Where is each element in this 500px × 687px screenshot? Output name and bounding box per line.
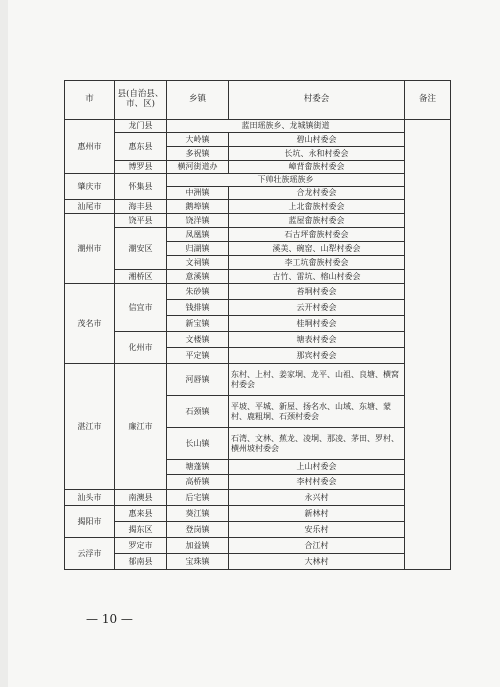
cell-note (405, 120, 451, 570)
cell-town: 宝珠镇 (167, 554, 229, 570)
table-row (65, 120, 451, 133)
table-row (65, 284, 451, 300)
table-row (65, 364, 451, 396)
cell-city: 揭阳市 (65, 506, 115, 538)
cell-town: 文祠镇 (167, 256, 229, 270)
cell-town: 朱砂镇 (167, 284, 229, 300)
page-number: — 10 — (86, 612, 133, 626)
cell-city: 汕尾市 (65, 200, 115, 214)
cell-county: 湘桥区 (115, 270, 167, 284)
cell-county: 饶平县 (115, 214, 167, 228)
cell-village: 永兴村 (229, 490, 405, 506)
cell-village: 合江村 (229, 538, 405, 554)
cell-town: 塘蓬镇 (167, 460, 229, 475)
minority-village-table (64, 80, 451, 570)
cell-town: 葵江镇 (167, 506, 229, 522)
cell-village: 桂垌村委会 (229, 316, 405, 332)
cell-village: 下帅壮族瑶族乡 (167, 174, 405, 187)
cell-city: 潮州市 (65, 214, 115, 284)
table-row (65, 522, 451, 538)
cell-village: 苔垌村委会 (229, 284, 405, 300)
cell-town: 加益镇 (167, 538, 229, 554)
cell-county: 龙门县 (115, 120, 167, 133)
cell-county: 罗定市 (115, 538, 167, 554)
cell-town: 饶洋镇 (167, 214, 229, 228)
cell-county: 潮安区 (115, 228, 167, 270)
header-village: 村委会 (229, 81, 405, 120)
cell-village: 那宾村委会 (229, 348, 405, 364)
table-row (65, 332, 451, 348)
header-town: 乡镇 (167, 81, 229, 120)
table-row (65, 270, 451, 284)
cell-village: 合龙村委会 (229, 187, 405, 200)
cell-village: 大林村 (229, 554, 405, 570)
table-row (65, 214, 451, 228)
cell-town: 多祝镇 (167, 147, 229, 161)
cell-village: 平坡、平城、新屋、扬名水、山域、东塘、蒙村、鹿粗垌、石颈村委会 (229, 396, 405, 428)
cell-village: 石湾、文林、蕉龙、凌垌、那凌、茅田、罗村、横州坡村委会 (229, 428, 405, 460)
cell-village: 古竹、雷坑、榕山村委会 (229, 270, 405, 284)
cell-town: 大岭镇 (167, 133, 229, 147)
cell-town: 新宝镇 (167, 316, 229, 332)
cell-county: 揭东区 (115, 522, 167, 538)
cell-village: 蓝田瑶族乡、龙城镇街道 (167, 120, 405, 133)
cell-county: 海丰县 (115, 200, 167, 214)
cell-village: 蓝屋畲族村委会 (229, 214, 405, 228)
cell-village: 上山村委会 (229, 460, 405, 475)
page-edge (0, 0, 8, 687)
cell-town: 河唇镇 (167, 364, 229, 396)
header-city: 市 (65, 81, 115, 120)
cell-town: 高桥镇 (167, 475, 229, 490)
cell-county: 博罗县 (115, 161, 167, 174)
cell-town: 中洲镇 (167, 187, 229, 200)
table-row (65, 228, 451, 242)
cell-county: 南澳县 (115, 490, 167, 506)
cell-city: 汕头市 (65, 490, 115, 506)
table-row (65, 554, 451, 570)
cell-town: 横河街道办 (167, 161, 229, 174)
table-row (65, 200, 451, 214)
cell-village: 新林村 (229, 506, 405, 522)
cell-city: 肇庆市 (65, 174, 115, 200)
cell-village: 碧山村委会 (229, 133, 405, 147)
cell-village: 溪美、碗窑、山犁村委会 (229, 242, 405, 256)
cell-town: 意溪镇 (167, 270, 229, 284)
cell-town: 平定镇 (167, 348, 229, 364)
cell-town: 石颈镇 (167, 396, 229, 428)
cell-village: 云开村委会 (229, 300, 405, 316)
header-note: 备注 (405, 81, 451, 120)
cell-city: 湛江市 (65, 364, 115, 490)
cell-village: 上北畲族村委会 (229, 200, 405, 214)
cell-village: 李工坑畲族村委会 (229, 256, 405, 270)
cell-town: 文楼镇 (167, 332, 229, 348)
cell-town: 钱排镇 (167, 300, 229, 316)
cell-county: 惠来县 (115, 506, 167, 522)
cell-city: 惠州市 (65, 120, 115, 174)
cell-town: 归湖镇 (167, 242, 229, 256)
cell-village: 塘表村委会 (229, 332, 405, 348)
cell-county: 信宜市 (115, 284, 167, 332)
table-row (65, 538, 451, 554)
cell-city: 云浮市 (65, 538, 115, 570)
table-row (65, 174, 451, 187)
cell-county: 廉江市 (115, 364, 167, 490)
cell-town: 鹅埠镇 (167, 200, 229, 214)
table-row (65, 161, 451, 174)
table-header-row (65, 81, 451, 120)
cell-town: 长山镇 (167, 428, 229, 460)
table-row (65, 133, 451, 147)
cell-village: 石古坪畲族村委会 (229, 228, 405, 242)
cell-county: 怀集县 (115, 174, 167, 200)
cell-town: 登岗镇 (167, 522, 229, 538)
cell-village: 嶂背畲族村委会 (229, 161, 405, 174)
cell-village: 李村村委会 (229, 475, 405, 490)
table-row (65, 490, 451, 506)
cell-city: 茂名市 (65, 284, 115, 364)
cell-town: 后宅镇 (167, 490, 229, 506)
cell-village: 安乐村 (229, 522, 405, 538)
cell-county: 惠东县 (115, 133, 167, 161)
cell-town: 凤凰镇 (167, 228, 229, 242)
cell-village: 东村、上村、姜家垌、龙平、山祖、良塘、横窝村委会 (229, 364, 405, 396)
table-row (65, 506, 451, 522)
header-county: 县(自治县、市、区) (115, 81, 167, 120)
cell-county: 郁南县 (115, 554, 167, 570)
cell-village: 长坑、永和村委会 (229, 147, 405, 161)
cell-county: 化州市 (115, 332, 167, 364)
